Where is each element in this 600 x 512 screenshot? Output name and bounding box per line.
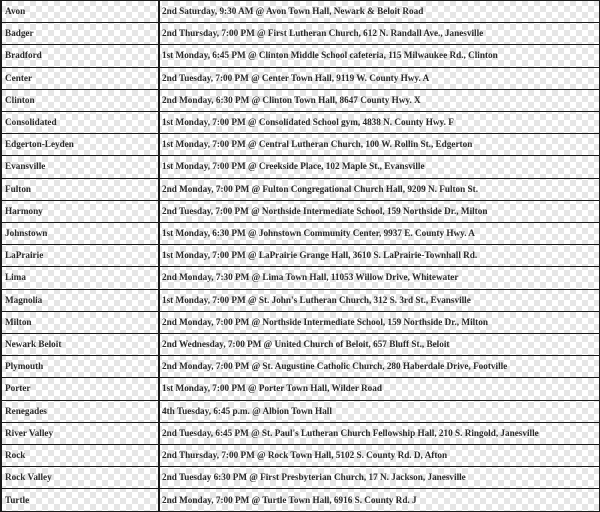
group-name-cell: Magnolia [1,289,159,311]
meeting-info-cell: 1st Monday, 7:00 PM @ Porter Town Hall, Wilder Road [159,378,600,400]
meeting-info-cell: 2nd Monday, 7:30 PM @ Lima Town Hall, 11053 Willow Drive, Whitewater [159,267,600,289]
meeting-info-cell: 1st Monday, 7:00 PM @ LaPrairie Grange Hall, 3610 S. LaPrairie-Townhall Rd. [159,245,600,267]
meeting-info-cell: 2nd Tuesday 6:30 PM @ First Presbyterian Church, 17 N. Jackson, Janesville [159,467,600,489]
meeting-info-cell: 1st Monday, 7:00 PM @ Consolidated School gym, 4838 N. County Hwy. F [159,112,600,134]
group-name-cell: Rock [1,445,159,467]
group-name-cell: Rock Valley [1,467,159,489]
group-name-cell: Renegades [1,400,159,422]
table-row [1,223,600,245]
meeting-info-cell: 2nd Saturday, 9:30 AM @ Avon Town Hall, Newark & Beloit Road [159,1,600,23]
meeting-info-cell: 1st Monday, 7:00 PM @ Creekside Place, 102 Maple St., Evansville [159,156,600,178]
group-name-cell: Johnstown [1,223,159,245]
meeting-info-cell: 1st Monday, 6:45 PM @ Clinton Middle School cafeteria, 115 Milwaukee Rd., Clinton [159,45,600,67]
group-name-cell: River Valley [1,422,159,444]
meeting-info-cell: 1st Monday, 6:30 PM @ Johnstown Community Center, 9937 E. County Hwy. A [159,223,600,245]
table-row [1,289,600,311]
group-name-cell: Avon [1,1,159,23]
meeting-info-cell: 1st Monday, 7:00 PM @ St. John's Lutheran Church, 312 S. 3rd St., Evansville [159,289,600,311]
group-name-cell: Center [1,67,159,89]
group-name-cell: Milton [1,311,159,333]
group-name-cell: Lima [1,267,159,289]
table-row [1,400,600,422]
table-row [1,134,600,156]
table-row [1,311,600,333]
table-row [1,156,600,178]
group-name-cell: Badger [1,23,159,45]
table-row [1,245,600,267]
table-row [1,422,600,444]
group-name-cell: Turtle [1,489,159,512]
group-name-cell: Clinton [1,89,159,111]
table-row [1,112,600,134]
table-row [1,67,600,89]
group-name-cell: Newark Beloit [1,334,159,356]
table-row [1,23,600,45]
meeting-info-cell: 4th Tuesday, 6:45 p.m. @ Albion Town Hall [159,400,600,422]
meeting-info-cell: 2nd Monday, 7:00 PM @ Northside Intermediate School, 159 Northside Dr., Milton [159,311,600,333]
group-name-cell: Plymouth [1,356,159,378]
group-name-cell: Consolidated [1,112,159,134]
group-name-cell: Edgerton-Leyden [1,134,159,156]
group-name-cell: Porter [1,378,159,400]
meeting-info-cell: 2nd Monday, 7:00 PM @ Fulton Congregational Church Hall, 9209 N. Fulton St. [159,178,600,200]
meeting-info-cell: 2nd Tuesday, 7:00 PM @ Center Town Hall, 9119 W. County Hwy. A [159,67,600,89]
table-row [1,178,600,200]
table-row [1,489,600,512]
meeting-info-cell: 2nd Wednesday, 7:00 PM @ United Church of Beloit, 657 Bluff St., Beloit [159,334,600,356]
table-row [1,356,600,378]
meeting-info-cell: 2nd Monday, 7:00 PM @ St. Augustine Catholic Church, 280 Haberdale Drive, Footville [159,356,600,378]
table-row [1,89,600,111]
meeting-info-cell: 2nd Tuesday, 7:00 PM @ Northside Intermediate School, 159 Northside Dr., Milton [159,200,600,222]
meeting-info-cell: 2nd Monday, 6:30 PM @ Clinton Town Hall, 8647 County Hwy. X [159,89,600,111]
group-name-cell: Harmony [1,200,159,222]
group-name-cell: Bradford [1,45,159,67]
meeting-info-cell: 2nd Thursday, 7:00 PM @ First Lutheran Church, 612 N. Randall Ave., Janesville [159,23,600,45]
table-row [1,378,600,400]
table-row [1,445,600,467]
schedule-body [1,1,600,512]
table-row [1,334,600,356]
table-row [1,200,600,222]
group-name-cell: LaPrairie [1,245,159,267]
table-row [1,467,600,489]
meeting-info-cell: 2nd Monday, 7:00 PM @ Turtle Town Hall, 6916 S. County Rd. J [159,489,600,512]
table-row [1,1,600,23]
meeting-info-cell: 2nd Thursday, 7:00 PM @ Rock Town Hall, 5102 S. County Rd. D, Afton [159,445,600,467]
table-row [1,45,600,67]
table-row [1,267,600,289]
group-name-cell: Fulton [1,178,159,200]
group-name-cell: Evansville [1,156,159,178]
meeting-info-cell: 1st Monday, 7:00 PM @ Central Lutheran Church, 100 W. Rollin St., Edgerton [159,134,600,156]
meeting-info-cell: 2nd Tuesday, 6:45 PM @ St. Paul's Lutheran Church Fellowship Hall, 210 S. Ringold, Janesville [159,422,600,444]
